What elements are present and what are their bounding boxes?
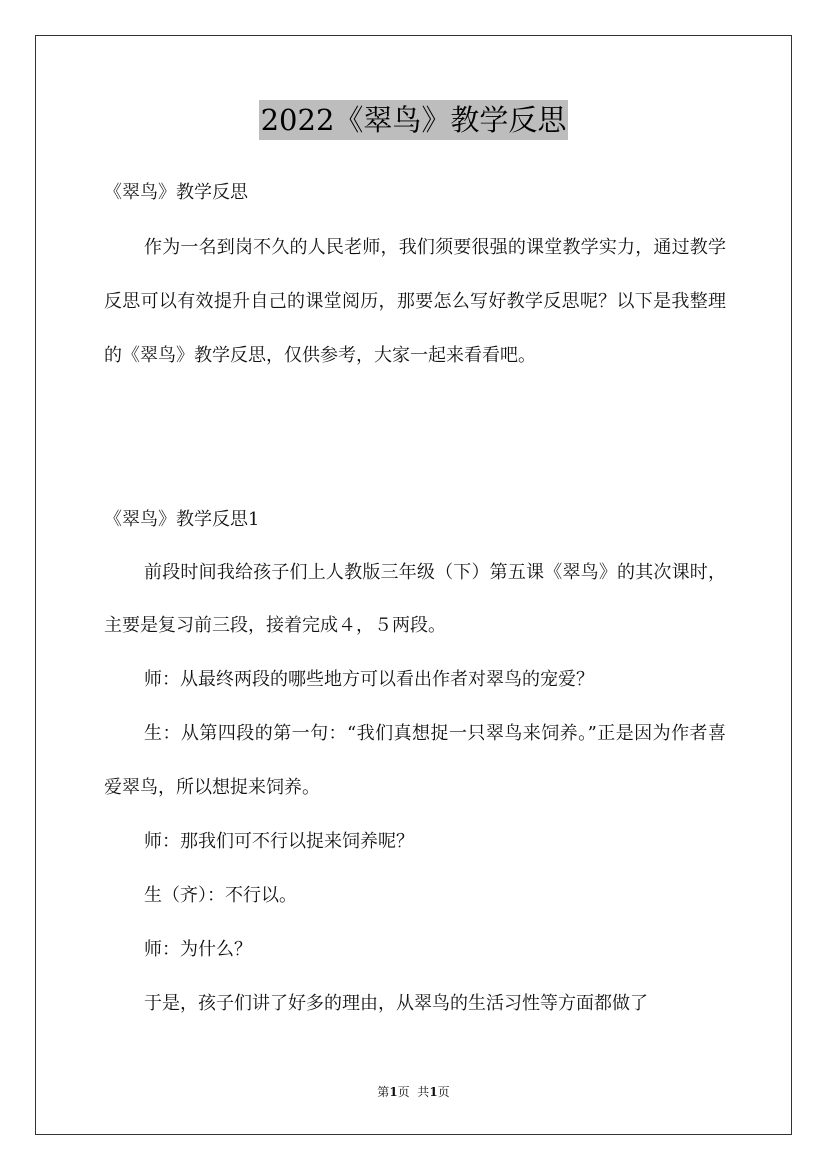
section-heading: 《翠鸟》教学反思1	[104, 509, 260, 530]
dialogue-line: 生：从第四段的第一句：“我们真想捉一只翠鸟来饲养。”正是因为作者喜爱翠鸟，所以想捉来饲养。	[104, 723, 726, 798]
paragraph: 于是，孩子们讲了好多的理由，从翠鸟的生活习性等方面都做了	[144, 993, 648, 1014]
footer-page-total: 1	[429, 1085, 438, 1099]
document-subtitle: 《翠鸟》教学反思	[104, 182, 248, 203]
intro-paragraph: 作为一名到岗不久的人民老师，我们须要很强的课堂教学实力，通过教学反思可以有效提升自己的课堂阅历，那要怎么写好教学反思呢？以下是我整理的《翠鸟》教学反思，仅供参考，大家一起来看看吧。	[104, 237, 726, 366]
dialogue-line: 师：那我们可不行以捉来饲养呢？	[144, 831, 414, 852]
paragraph: 前段时间我给孩子们上人教版三年级（下）第五课《翠鸟》的其次课时，主要是复习前三段，接着完成４，５两段。	[104, 562, 726, 636]
footer-suffix: 页	[437, 1085, 450, 1099]
footer-mid: 页 共	[397, 1085, 430, 1099]
footer-page-current: 1	[389, 1085, 398, 1099]
footer-prefix: 第	[377, 1085, 390, 1099]
document-title: 2022《翠鸟》教学反思	[259, 100, 569, 140]
dialogue-line: 师：从最终两段的哪些地方可以看出作者对翠鸟的宠爱？	[144, 669, 594, 690]
dialogue-line: 师：为什么？	[144, 939, 252, 960]
title-wrap	[0, 100, 827, 140]
page-footer	[0, 1084, 827, 1100]
dialogue-line: 生（齐）：不行以。	[144, 885, 297, 906]
